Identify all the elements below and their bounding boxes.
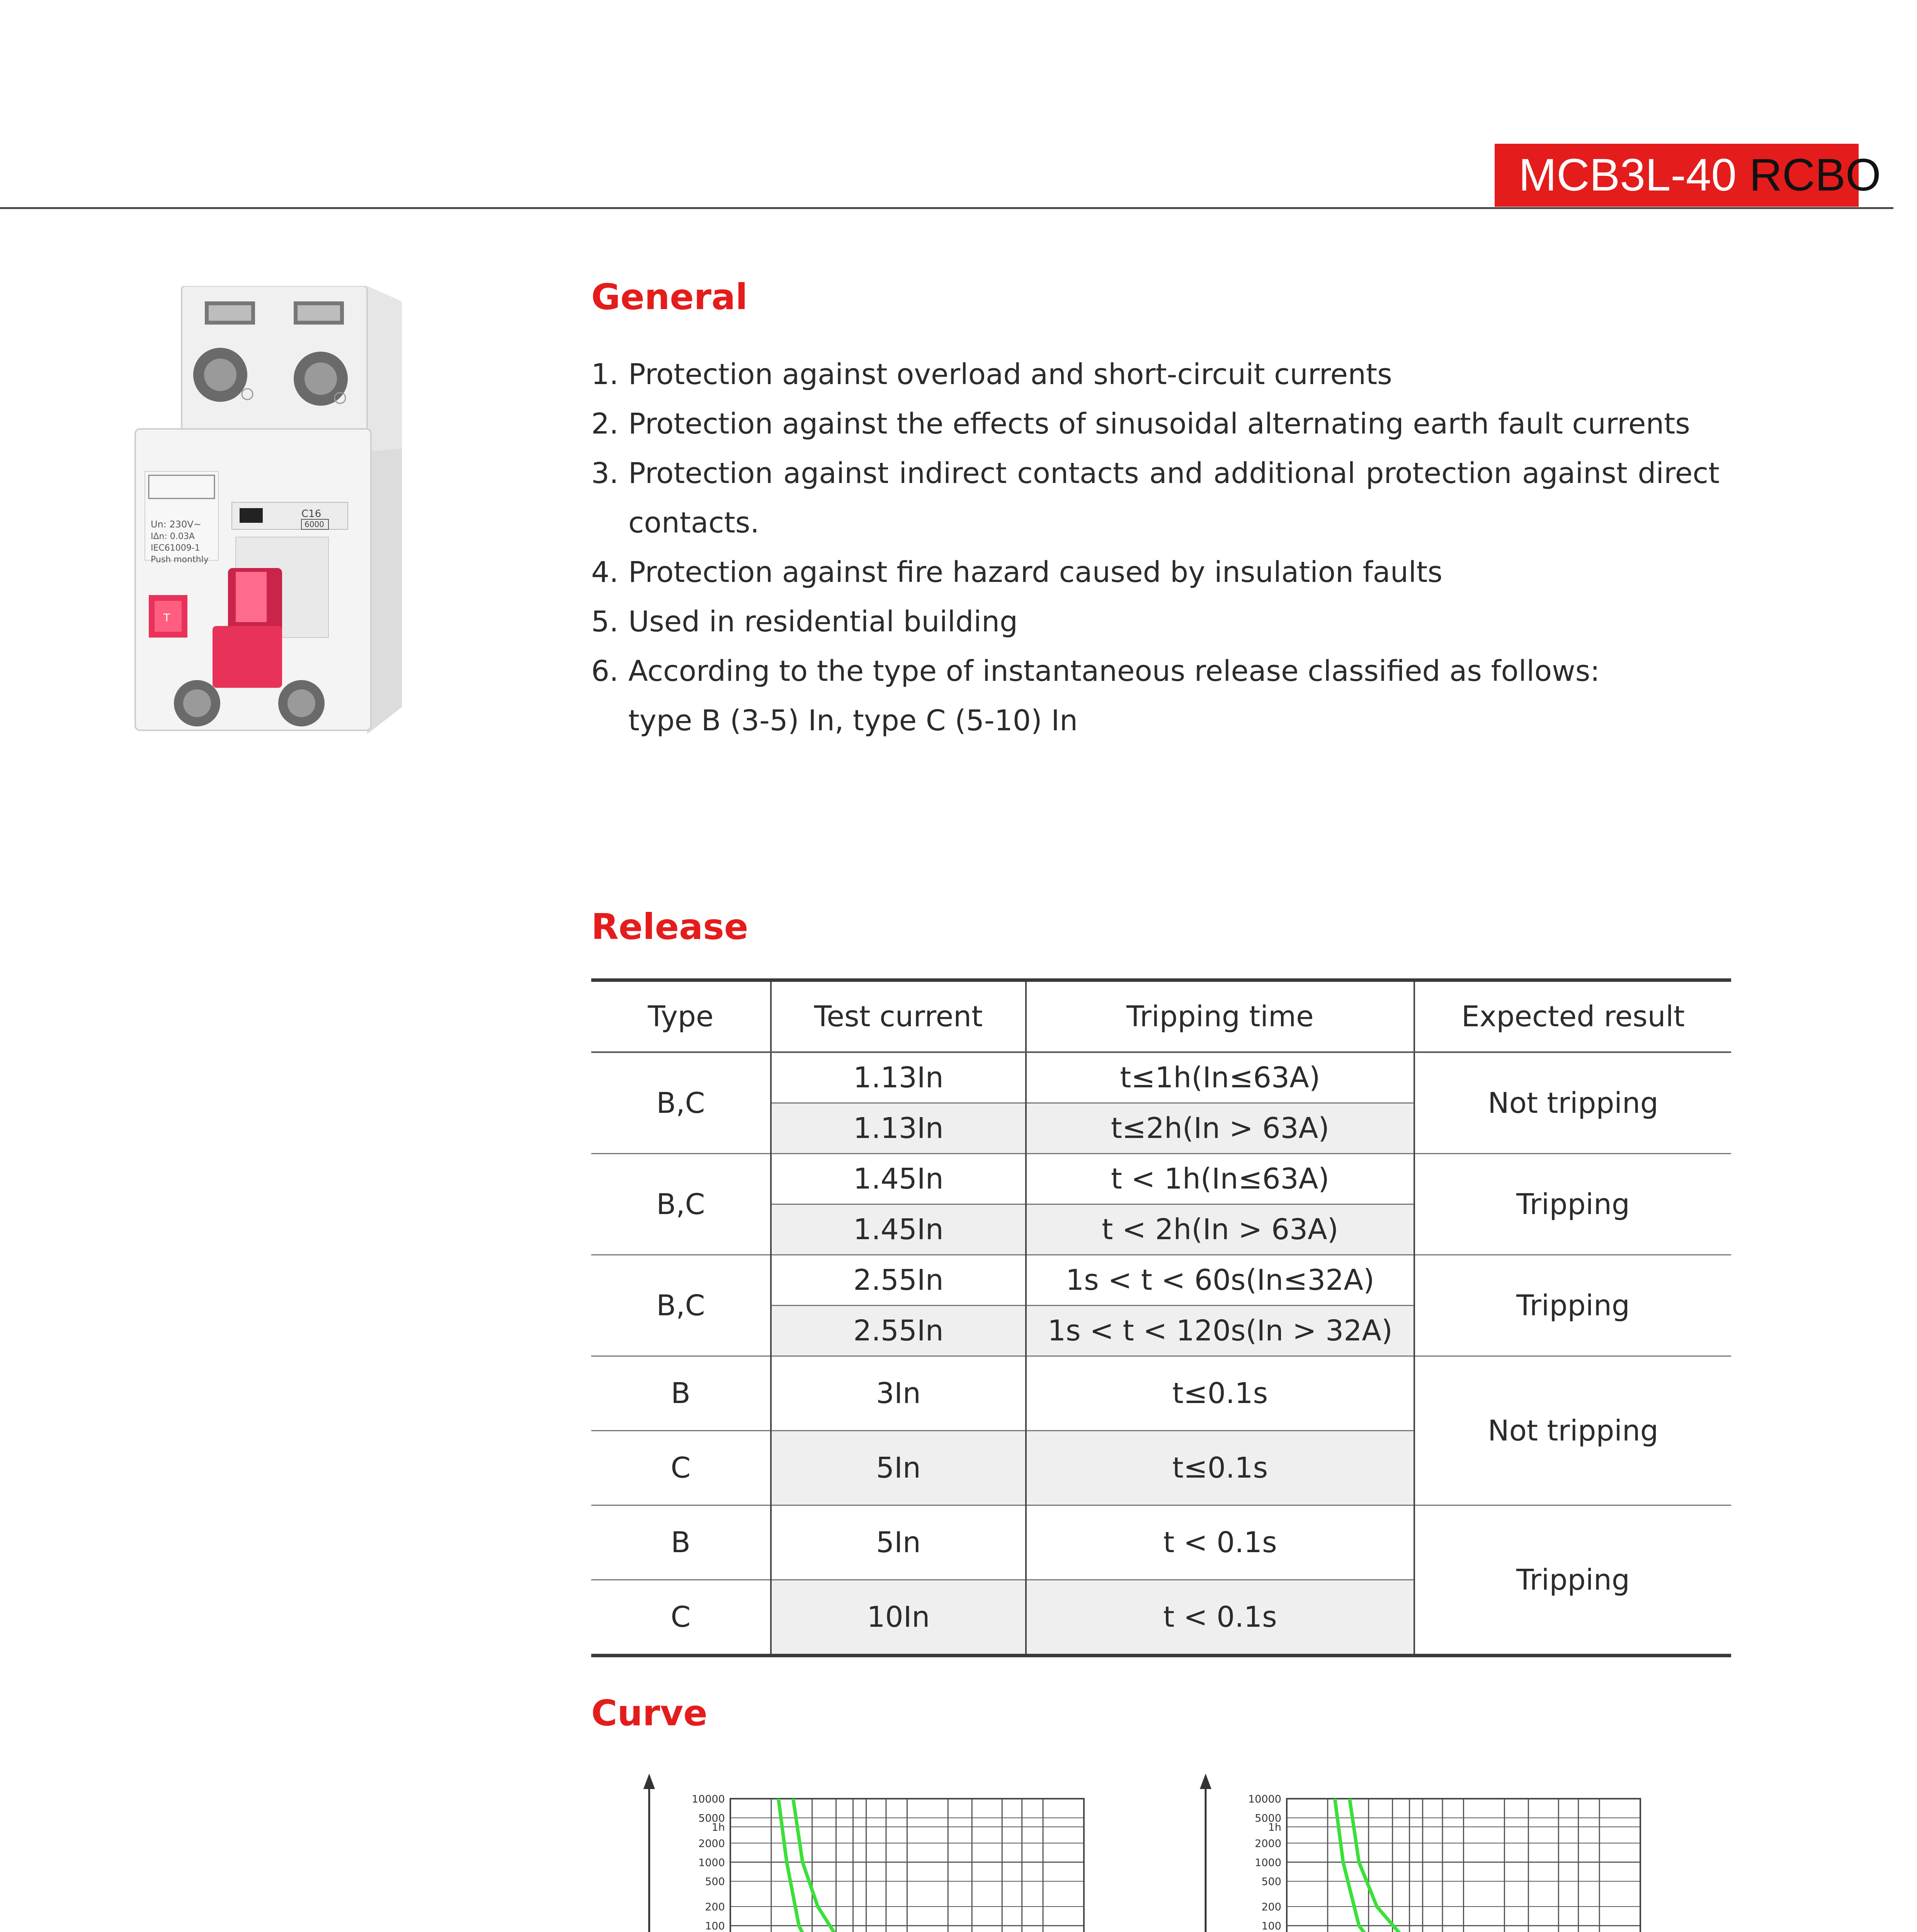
table-row: B 3In t≤0.1s Not tripping <box>591 1356 1731 1431</box>
product-c16: C16 <box>301 508 321 520</box>
model-type: RCBO <box>1749 150 1881 201</box>
y-tick-label: 2000 <box>698 1837 725 1850</box>
general-item-4: 4. Protection against fire hazard caused by insulation faults <box>591 556 1442 589</box>
y-tick-label: 5000 <box>698 1812 725 1825</box>
table-row: 2.55In 1s < t < 120s(In > 32A) <box>591 1306 1731 1356</box>
y-tick-label: 200 <box>1261 1901 1281 1913</box>
y-axis-arrow-up <box>1200 1774 1211 1789</box>
general-item-5: 5. Used in residential building <box>591 605 1018 638</box>
y-tick-label: 1000 <box>698 1857 725 1869</box>
table-row: 1.45In t < 2h(In > 63A) <box>591 1204 1731 1255</box>
trip-curve-c <box>1182 1774 1685 1932</box>
y-tick-label: 100 <box>705 1920 725 1932</box>
y-tick-label: 2000 <box>1255 1837 1281 1850</box>
product-image <box>131 286 441 742</box>
general-item-3: 3. Protection against indirect contacts and additional protection against direct contacts. <box>591 457 1720 539</box>
y-tick-label: 100 <box>1261 1920 1281 1932</box>
column-header-expected-result: Expected result <box>1414 980 1731 1053</box>
general-item-1: 1. Protection against overload and short-circuit currents <box>591 358 1392 391</box>
release-heading: Release <box>591 906 748 947</box>
y-tick-label: 1000 <box>1255 1857 1281 1869</box>
curve-series-upper <box>793 1799 1084 1932</box>
curve-series-upper <box>1350 1799 1640 1932</box>
general-heading: General <box>591 276 748 318</box>
column-header-type: Type <box>591 980 771 1053</box>
table-row: B 5In t < 0.1s Tripping <box>591 1505 1731 1580</box>
release-table <box>591 978 1731 1657</box>
table-row: 1.13In t≤2h(In > 63A) <box>591 1103 1731 1154</box>
header-rule <box>0 207 1893 209</box>
y-tick-label: 1h <box>1268 1821 1281 1833</box>
table-row: B,C 1.45In t < 1h(In≤63A) Tripping <box>591 1154 1731 1204</box>
y-tick-label: 10000 <box>1248 1793 1281 1805</box>
table-row: B,C 2.55In 1s < t < 60s(In≤32A) Tripping <box>591 1255 1731 1306</box>
column-header-test-current: Test current <box>771 980 1026 1053</box>
product-push-label: Push monthly <box>151 555 209 565</box>
y-tick-label: 200 <box>705 1901 725 1913</box>
y-axis-arrow-up <box>643 1774 655 1789</box>
table-row: C 5In t≤0.1s <box>591 1431 1731 1505</box>
column-header-tripping-time: Tripping time <box>1026 980 1414 1053</box>
product-t-mark: T <box>163 611 170 624</box>
model-number: MCB3L-40 <box>1519 150 1737 201</box>
curve-series-lower <box>779 1799 1084 1932</box>
y-tick-label: 10000 <box>692 1793 725 1805</box>
y-tick-label: 500 <box>705 1876 725 1888</box>
general-item-2: 2. Protection against the effects of sinusoidal alternating earth fault currents <box>591 407 1690 440</box>
y-tick-label: 500 <box>1261 1876 1281 1888</box>
table-row: B,C 1.13In t≤1h(In≤63A) Not tripping <box>591 1052 1731 1103</box>
general-item-6: 6. According to the type of instantaneous release classified as follows: type B (3-5) In, type C (5-10) In <box>591 655 1600 737</box>
general-list <box>591 350 1720 745</box>
product-idn: IΔn: 0.03A <box>151 532 195 541</box>
table-header-row <box>591 980 1731 1053</box>
product-6000: 6000 <box>304 520 324 529</box>
trip-curve-b <box>626 1774 1128 1932</box>
y-tick-label: 5000 <box>1255 1812 1281 1825</box>
product-standard: IEC61009-1 <box>151 543 200 553</box>
model-title <box>1495 144 1881 207</box>
table-row: C 10In t < 0.1s <box>591 1580 1731 1656</box>
curve-heading: Curve <box>591 1692 708 1734</box>
y-tick-label: 1h <box>711 1821 725 1833</box>
product-rating: Un: 230V~ <box>151 519 201 530</box>
